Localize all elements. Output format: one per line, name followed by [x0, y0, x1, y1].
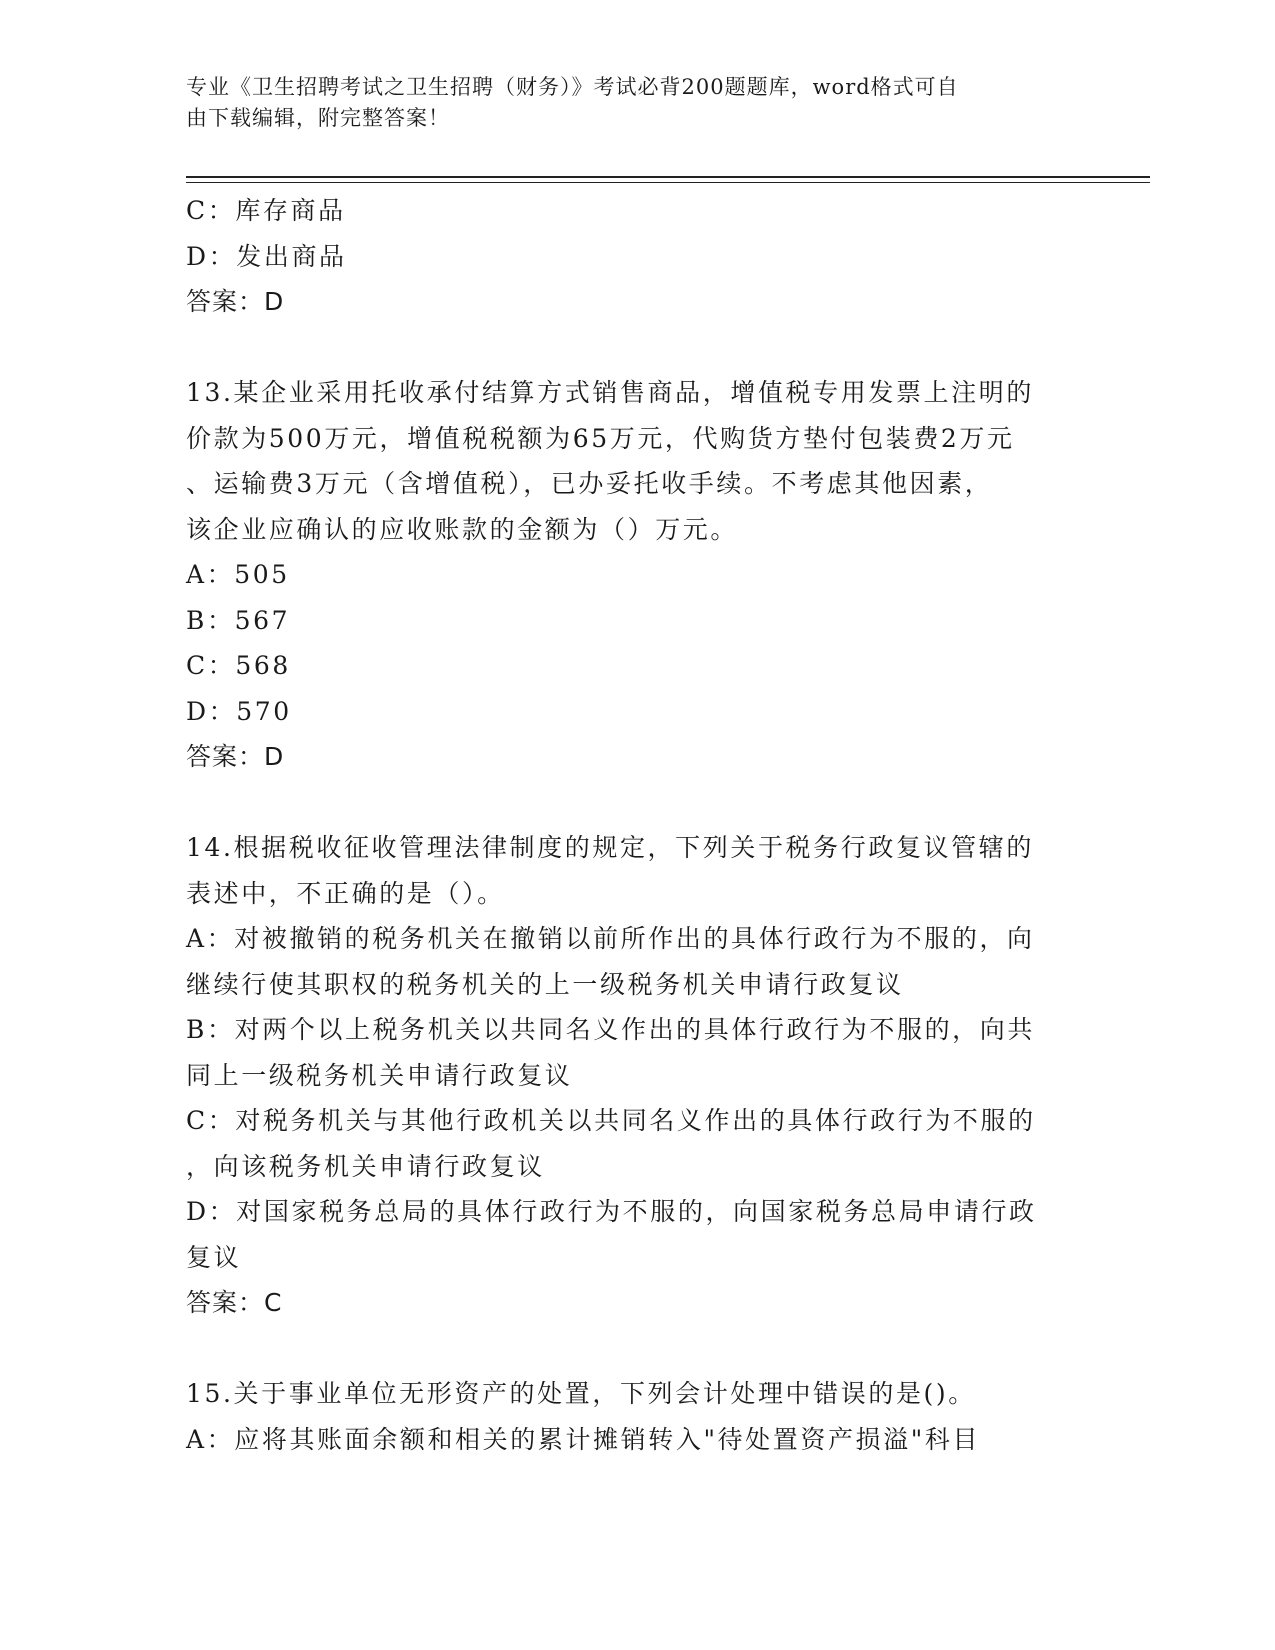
option-a: A：505: [186, 560, 290, 589]
option-b-continued: 同上一级税务机关申请行政复议: [186, 1060, 573, 1090]
header-line-1: 专业《卫生招聘考试之卫生招聘（财务）》考试必背200题题库，word格式可自: [186, 75, 959, 99]
document-body: [186, 188, 1066, 1462]
option-d: D：发出商品: [186, 241, 347, 271]
question-stem: 14.根据税收征收管理法律制度的规定，下列关于税务行政复议管辖的: [186, 833, 1034, 862]
option-c: C：对税务机关与其他行政机关以共同名义作出的具体行政行为不服的: [186, 1106, 1036, 1135]
option-a: A：对被撤销的税务机关在撤销以前所作出的具体行政行为不服的，向: [186, 924, 1035, 953]
header-divider-thick: [186, 176, 1150, 178]
option-d-continued: 复议: [186, 1242, 242, 1272]
option-d: D：570: [186, 696, 292, 726]
question-15: [186, 1371, 1066, 1462]
header-divider-thin: [186, 182, 1150, 183]
question-13: [186, 370, 1066, 780]
header-line-2: 由下载编辑，附完整答案！: [186, 106, 450, 130]
option-c: C：库存商品: [186, 196, 346, 225]
option-d: D：对国家税务总局的具体行政行为不服的，向国家税务总局申请行政: [186, 1197, 1037, 1226]
question-stem: 15.关于事业单位无形资产的处置，下列会计处理中错误的是()。: [186, 1379, 976, 1408]
question-stem: 该企业应确认的应收账款的金额为（）万元。: [186, 514, 739, 544]
option-a-continued: 继续行使其职权的税务机关的上一级税务机关申请行政复议: [186, 969, 904, 999]
question-stem: 、运输费3万元（含增值税），已办妥托收手续。不考虑其他因素，: [186, 469, 993, 498]
option-c-continued: ，向该税务机关申请行政复议: [186, 1151, 545, 1181]
spacer: [186, 1326, 1066, 1372]
option-b: B：对两个以上税务机关以共同名义作出的具体行政行为不服的，向共: [186, 1015, 1035, 1044]
spacer: [186, 325, 1066, 371]
question-stem: 价款为500万元，增值税税额为65万元，代购货方垫付包装费2万元: [186, 423, 1015, 453]
question-stem: 表述中，不正确的是（）。: [186, 878, 505, 908]
option-b: B：567: [186, 605, 291, 635]
answer-label: 答案：C: [186, 1288, 283, 1317]
option-c: C：568: [186, 651, 291, 680]
answer-label: 答案：D: [186, 742, 285, 771]
spacer: [186, 780, 1066, 826]
page-header: [186, 72, 1066, 134]
question-stem: 13.某企业采用托收承付结算方式销售商品，增值税专用发票上注明的: [186, 378, 1034, 407]
option-a: A：应将其账面余额和相关的累计摊销转入"待处置资产损溢"科目: [186, 1424, 981, 1454]
question-12: [186, 188, 1066, 325]
question-14: [186, 825, 1066, 1326]
answer-label: 答案：D: [186, 287, 285, 316]
